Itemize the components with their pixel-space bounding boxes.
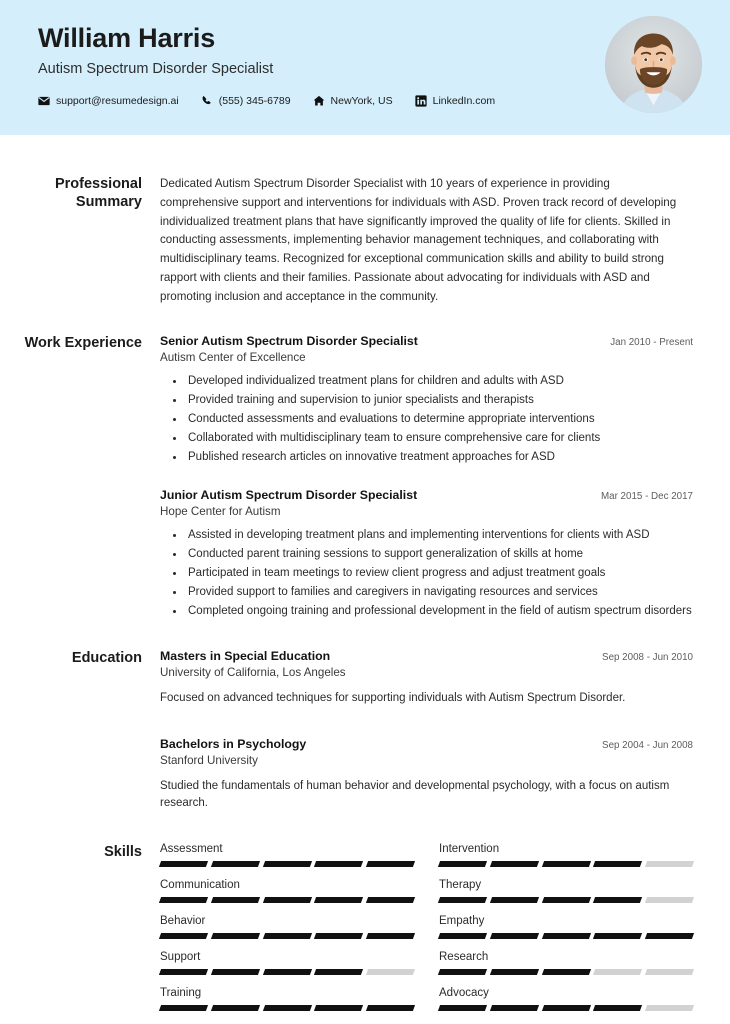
skill-item <box>439 843 693 867</box>
skill-item <box>160 915 414 939</box>
skill-level-segment <box>314 969 363 975</box>
skill-level-segment <box>438 969 487 975</box>
education-entry <box>160 737 693 814</box>
skill-level-segment <box>314 1005 363 1011</box>
summary-text: Dedicated Autism Spectrum Disorder Specialist with 10 years of experience in providing comprehensive support and interventions for individuals with ASD. Proven track record of developing individualized treatment plans that have significantly improved the quality of life for clients. Skilled in conducting assessments, implementing behavior management techniques, and collaborating with multidisciplinary teams. Recognized for exceptional communication skills and ability to build strong rapport with clients and their families. Passionate about advocating for individuals with ASD and promoting inclusion and acceptance in the community. <box>160 177 677 303</box>
skill-level-segment <box>542 861 591 867</box>
skill-level-bar <box>439 969 693 975</box>
skill-level-segment <box>438 933 487 939</box>
skill-level-segment <box>314 861 363 867</box>
skill-level-segment <box>263 969 312 975</box>
skill-level-segment <box>263 1005 312 1011</box>
skill-name: Therapy <box>439 879 482 892</box>
section-education <box>0 622 693 813</box>
work-bullet: • Published research articles on innovative treatment approaches for ASD <box>185 449 693 467</box>
skill-level-segment <box>438 861 487 867</box>
work-bullets <box>160 373 693 467</box>
work-org: Autism Center of Excellence <box>160 351 306 365</box>
work-content <box>160 334 693 621</box>
skill-item <box>439 987 693 1011</box>
skill-level-segment <box>366 1005 415 1011</box>
skill-name: Support <box>160 951 201 964</box>
contact-location[interactable] <box>313 95 393 107</box>
skill-level-segment <box>645 969 694 975</box>
skill-level-segment <box>645 861 694 867</box>
skill-item <box>439 879 693 903</box>
skill-level-bar <box>160 933 414 939</box>
skill-level-segment <box>593 861 642 867</box>
skill-level-bar <box>160 1005 414 1011</box>
skill-level-segment <box>211 861 260 867</box>
skill-level-segment <box>314 933 363 939</box>
skill-level-segment <box>542 1005 591 1011</box>
work-bullet: • Developed individualized treatment plans for children and adults with ASD <box>185 373 693 391</box>
contact-linkedin[interactable] <box>415 95 495 107</box>
skill-name: Communication <box>160 879 240 892</box>
contact-email-text: support@resumedesign.ai <box>56 95 179 107</box>
education-school: Stanford University <box>160 753 258 767</box>
skill-level-segment <box>593 933 642 939</box>
skill-level-segment <box>263 861 312 867</box>
candidate-job-title: Autism Spectrum Disorder Specialist <box>38 60 274 77</box>
section-label-education: Education <box>71 649 142 666</box>
skill-item <box>160 951 414 975</box>
education-description: Studied the fundamentals of human behavior and developmental psychology, with a focus on autism research. <box>160 779 670 810</box>
work-bullet: • Assisted in developing treatment plans and implementing interventions for clients with ASD <box>185 527 693 545</box>
section-label-summary: Professional Summary <box>54 176 142 211</box>
skill-name: Empathy <box>439 915 485 928</box>
phone-icon <box>201 95 213 107</box>
contact-row <box>38 95 495 107</box>
contact-phone-text: (555) 345-6789 <box>218 95 291 107</box>
skill-level-segment <box>159 933 208 939</box>
skill-level-segment <box>366 897 415 903</box>
education-degree: Masters in Special Education <box>160 648 331 663</box>
skills-grid <box>160 843 693 1011</box>
skill-name: Advocacy <box>439 987 489 1000</box>
skill-level-segment <box>490 969 539 975</box>
work-bullet: • Completed ongoing training and professional development in the field of autism spectrum disorders <box>185 603 693 621</box>
education-content <box>160 649 693 813</box>
skill-level-segment <box>645 897 694 903</box>
skill-level-bar <box>439 1005 693 1011</box>
education-description: Focused on advanced techniques for supporting individuals with Autism Spectrum Disorder. <box>160 691 626 704</box>
work-role: Junior Autism Spectrum Disorder Specialist <box>160 488 418 503</box>
skill-level-bar <box>439 897 693 903</box>
skill-item <box>160 987 414 1011</box>
education-date: Sep 2008 - Jun 2010 <box>602 651 693 663</box>
work-bullet: • Collaborated with multidisciplinary team to ensure comprehensive care for clients <box>185 430 693 448</box>
skill-level-segment <box>490 897 539 903</box>
work-date: Mar 2015 - Dec 2017 <box>600 491 693 503</box>
skill-level-segment <box>645 933 694 939</box>
education-entry-head <box>160 737 693 751</box>
skill-level-bar <box>439 933 693 939</box>
skill-level-bar <box>160 861 414 867</box>
section-label-work: Work Experience <box>24 335 142 352</box>
skill-name: Research <box>439 951 489 964</box>
work-bullet: • Provided training and supervision to junior specialists and therapists <box>185 392 693 410</box>
section-label-skills: Skills <box>104 844 142 861</box>
education-date: Sep 2004 - Jun 2008 <box>602 739 693 751</box>
work-bullet: • Conducted assessments and evaluations to determine appropriate interventions <box>185 411 693 429</box>
skill-level-segment <box>263 933 312 939</box>
skills-content <box>160 843 693 1011</box>
section-work-experience <box>0 306 693 621</box>
home-icon <box>313 95 325 107</box>
skill-item <box>439 951 693 975</box>
work-date: Jan 2010 - Present <box>610 337 693 349</box>
work-entry-head <box>160 334 693 348</box>
skill-name: Assessment <box>160 843 223 856</box>
skill-level-segment <box>438 897 487 903</box>
work-role: Senior Autism Spectrum Disorder Specialist <box>160 334 418 349</box>
section-skills <box>0 813 693 1011</box>
skill-level-segment <box>438 1005 487 1011</box>
skill-level-segment <box>211 1005 260 1011</box>
work-bullets <box>160 527 693 621</box>
avatar <box>605 16 702 113</box>
skill-level-segment <box>366 933 415 939</box>
email-icon <box>38 95 50 107</box>
skill-level-segment <box>490 933 539 939</box>
summary-content <box>160 175 693 306</box>
education-school: University of California, Los Angeles <box>160 665 346 679</box>
skill-level-bar <box>160 969 414 975</box>
contact-email[interactable] <box>38 95 179 107</box>
skill-level-segment <box>211 897 260 903</box>
skill-level-segment <box>645 1005 694 1011</box>
skill-level-segment <box>159 1005 208 1011</box>
skill-level-segment <box>542 969 591 975</box>
linkedin-icon <box>415 95 427 107</box>
work-entry-head <box>160 488 693 502</box>
skill-level-segment <box>593 897 642 903</box>
skill-level-segment <box>211 969 260 975</box>
work-entry <box>160 334 693 467</box>
skill-name: Intervention <box>439 843 500 856</box>
skill-level-segment <box>542 933 591 939</box>
contact-linkedin-text: LinkedIn.com <box>432 95 496 107</box>
skill-item <box>439 915 693 939</box>
skill-level-segment <box>593 969 642 975</box>
skill-item <box>160 843 414 867</box>
skill-level-segment <box>490 1005 539 1011</box>
skill-name: Training <box>160 987 202 1000</box>
resume-header <box>0 0 730 135</box>
avatar-photo <box>605 16 702 113</box>
section-professional-summary <box>0 135 693 306</box>
skill-item <box>160 879 414 903</box>
skill-level-segment <box>593 1005 642 1011</box>
resume-body <box>0 135 730 1011</box>
work-bullet: • Provided support to families and caregivers in navigating resources and services <box>185 584 693 602</box>
work-bullet: • Participated in team meetings to review client progress and adjust treatment goals <box>185 565 693 583</box>
work-org: Hope Center for Autism <box>160 505 281 519</box>
work-entry <box>160 488 693 621</box>
skill-name: Behavior <box>160 915 206 928</box>
skill-level-bar <box>439 861 693 867</box>
candidate-name: William Harris <box>38 23 216 53</box>
skill-level-segment <box>542 897 591 903</box>
skill-level-segment <box>211 933 260 939</box>
skill-level-segment <box>366 861 415 867</box>
skill-level-segment <box>314 897 363 903</box>
skill-level-segment <box>159 897 208 903</box>
work-bullet: • Conducted parent training sessions to support generalization of skills at home <box>185 546 693 564</box>
skill-level-segment <box>159 861 208 867</box>
skill-level-segment <box>490 861 539 867</box>
skill-level-segment <box>366 969 415 975</box>
contact-phone[interactable] <box>201 95 291 107</box>
education-degree: Bachelors in Psychology <box>160 736 307 751</box>
skill-level-bar <box>160 897 414 903</box>
contact-location-text: NewYork, US <box>330 95 393 107</box>
skill-level-segment <box>159 969 208 975</box>
education-entry <box>160 649 693 708</box>
skill-level-segment <box>263 897 312 903</box>
education-entry-head <box>160 649 693 663</box>
